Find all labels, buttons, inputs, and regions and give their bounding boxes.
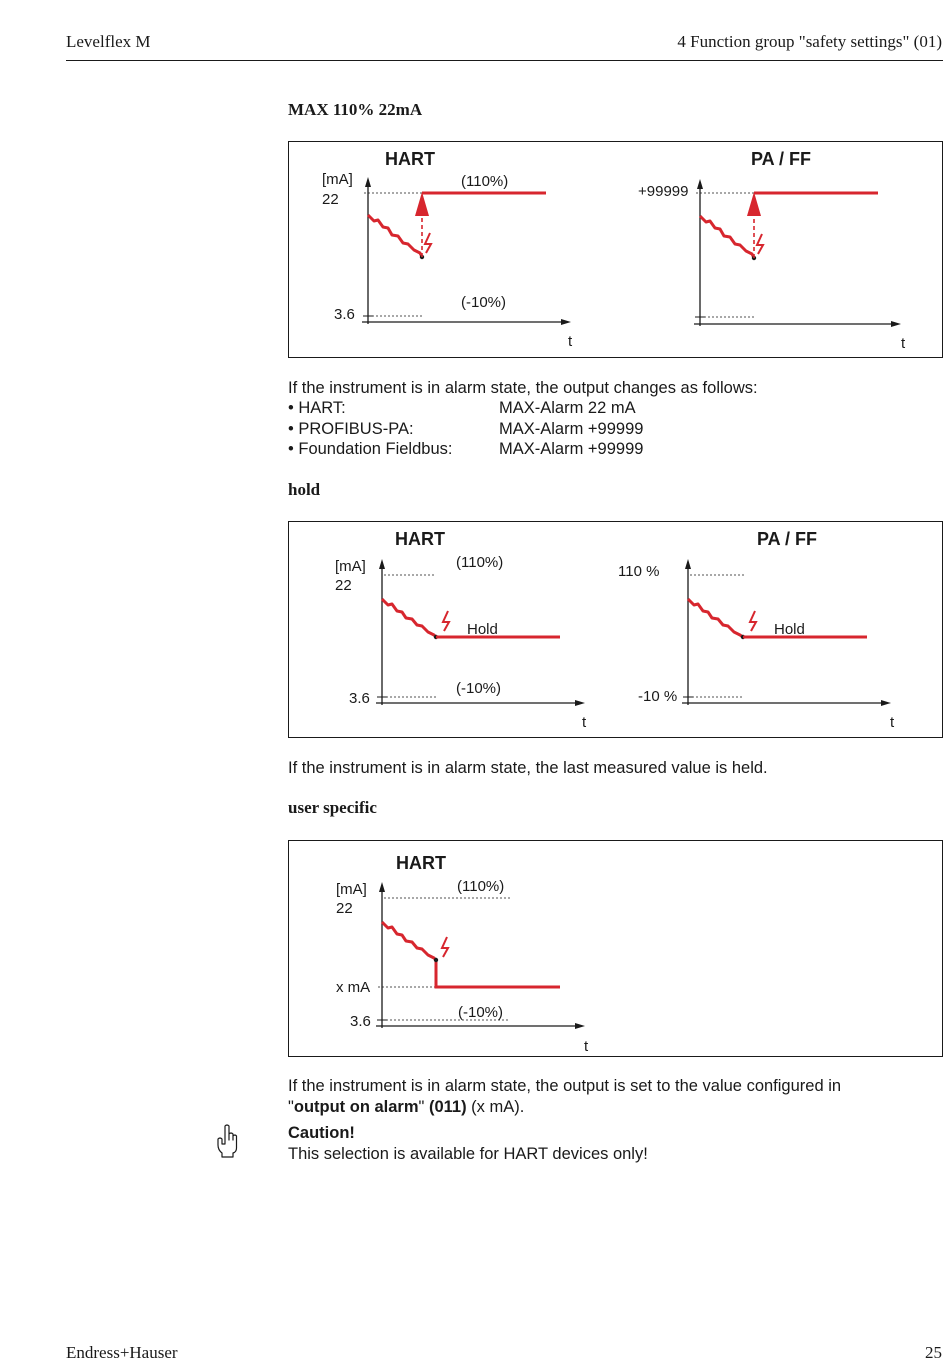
- y-axis-arrow: [379, 882, 385, 892]
- figure-user-specific: [288, 840, 943, 1058]
- list-item-value: MAX-Alarm +99999: [499, 419, 644, 438]
- signal-curve: [382, 922, 436, 960]
- y-tick-3-6: 3.6: [349, 690, 370, 707]
- label-hold: Hold: [467, 621, 498, 638]
- figure-frame: [289, 841, 943, 1057]
- section-title-hold: hold: [288, 480, 321, 499]
- pointing-hand-icon: [216, 1124, 238, 1158]
- figure-max-alarm: [288, 141, 943, 359]
- x-axis-label-t: t: [584, 1038, 589, 1055]
- x-axis-arrow: [891, 321, 901, 327]
- y-unit-label: [mA]: [322, 171, 353, 188]
- y-tick-minus-10-percent: -10 %: [638, 688, 678, 705]
- y-axis-arrow: [379, 559, 385, 569]
- y-tick-3-6: 3.6: [350, 1013, 371, 1030]
- figure-frame: [289, 522, 943, 738]
- user-specific-text: [288, 1076, 888, 1117]
- x-axis-arrow: [881, 700, 891, 706]
- list-item-value: MAX-Alarm +99999: [499, 440, 644, 458]
- y-axis-arrow: [685, 559, 691, 569]
- y-unit-label: [mA]: [336, 881, 367, 898]
- figure-frame: [289, 142, 943, 358]
- header-section-title: 4 Function group "safety settings" (01): [677, 32, 942, 51]
- max-intro-text: If the instrument is in alarm state, the output changes as follows:: [288, 379, 758, 397]
- x-axis-label-t: t: [901, 335, 906, 352]
- x-axis-label-t: t: [568, 333, 573, 350]
- signal-curve: [382, 599, 436, 637]
- section-title-user-specific: user specific: [288, 798, 377, 817]
- label-110-percent: (110%): [461, 173, 509, 190]
- caution-title: Caution!: [288, 1124, 355, 1142]
- label-minus-10-percent: (-10%): [458, 1004, 504, 1021]
- label-minus-10-percent: (-10%): [456, 680, 502, 697]
- y-tick-3-6: 3.6: [334, 306, 355, 323]
- x-axis-label-t: t: [582, 714, 587, 731]
- caution-text: This selection is available for HART devices only!: [288, 1145, 648, 1163]
- lightning-icon: [443, 611, 449, 631]
- y-tick-x-ma: x mA: [336, 979, 371, 996]
- y-axis-arrow: [365, 177, 371, 187]
- x-axis-arrow: [561, 319, 571, 325]
- hold-text: If the instrument is in alarm state, the last measured value is held.: [288, 759, 768, 777]
- chart-title-pa-ff: PA / FF: [757, 529, 817, 549]
- lightning-icon: [442, 937, 448, 957]
- list-item-label: • PROFIBUS-PA:: [288, 419, 414, 438]
- signal-curve: [700, 216, 754, 258]
- label-110-percent: (110%): [456, 554, 504, 571]
- lightning-icon: [750, 611, 756, 631]
- header-rule: [66, 60, 943, 61]
- x-axis-arrow: [575, 700, 585, 706]
- alarm-point: [434, 958, 438, 962]
- user-text-quote-close: ": [418, 1097, 429, 1116]
- y-tick-22: 22: [322, 191, 339, 208]
- list-item-label: • Foundation Fieldbus:: [288, 440, 453, 458]
- header-doc-title: Levelflex M: [66, 32, 151, 51]
- list-item-label: • HART:: [288, 399, 346, 417]
- x-axis-arrow: [575, 1023, 585, 1029]
- label-minus-10-percent: (-10%): [461, 294, 507, 311]
- y-tick-110-percent: 110 %: [618, 563, 660, 580]
- lightning-icon: [425, 233, 431, 253]
- user-text-tail: (x mA).: [466, 1097, 525, 1116]
- chart-title-hart: HART: [395, 529, 445, 549]
- y-unit-label: [mA]: [335, 558, 366, 575]
- y-axis-arrow: [697, 179, 703, 189]
- parameter-name: output on alarm: [293, 1097, 419, 1116]
- y-tick-22: 22: [335, 577, 352, 594]
- signal-curve: [368, 215, 422, 257]
- chart-title-pa-ff: PA / FF: [751, 149, 811, 169]
- footer-page-number: 25: [925, 1343, 942, 1362]
- figure-hold: [288, 521, 943, 739]
- x-axis-label-t: t: [890, 714, 895, 731]
- alarm-arrow-up: [415, 192, 429, 216]
- chart-title-hart: HART: [396, 853, 446, 873]
- lightning-icon: [757, 234, 763, 254]
- footer-company: Endress+Hauser: [66, 1343, 178, 1362]
- label-hold: Hold: [774, 621, 805, 638]
- section-title-max: MAX 110% 22mA: [288, 100, 423, 119]
- chart-title-hart: HART: [385, 149, 435, 169]
- signal-curve: [688, 599, 743, 637]
- alarm-arrow-up: [747, 192, 761, 216]
- parameter-code: (011): [428, 1097, 467, 1116]
- label-110-percent: (110%): [457, 878, 505, 895]
- user-alarm-level: [436, 960, 560, 987]
- user-text-quote-open: ": [288, 1097, 294, 1116]
- y-tick-22: 22: [336, 900, 353, 917]
- user-text-line1: If the instrument is in alarm state, the output is set to the value configured in: [288, 1077, 842, 1095]
- list-item-value: MAX-Alarm 22 mA: [499, 399, 636, 417]
- y-tick-99999: +99999: [638, 183, 689, 200]
